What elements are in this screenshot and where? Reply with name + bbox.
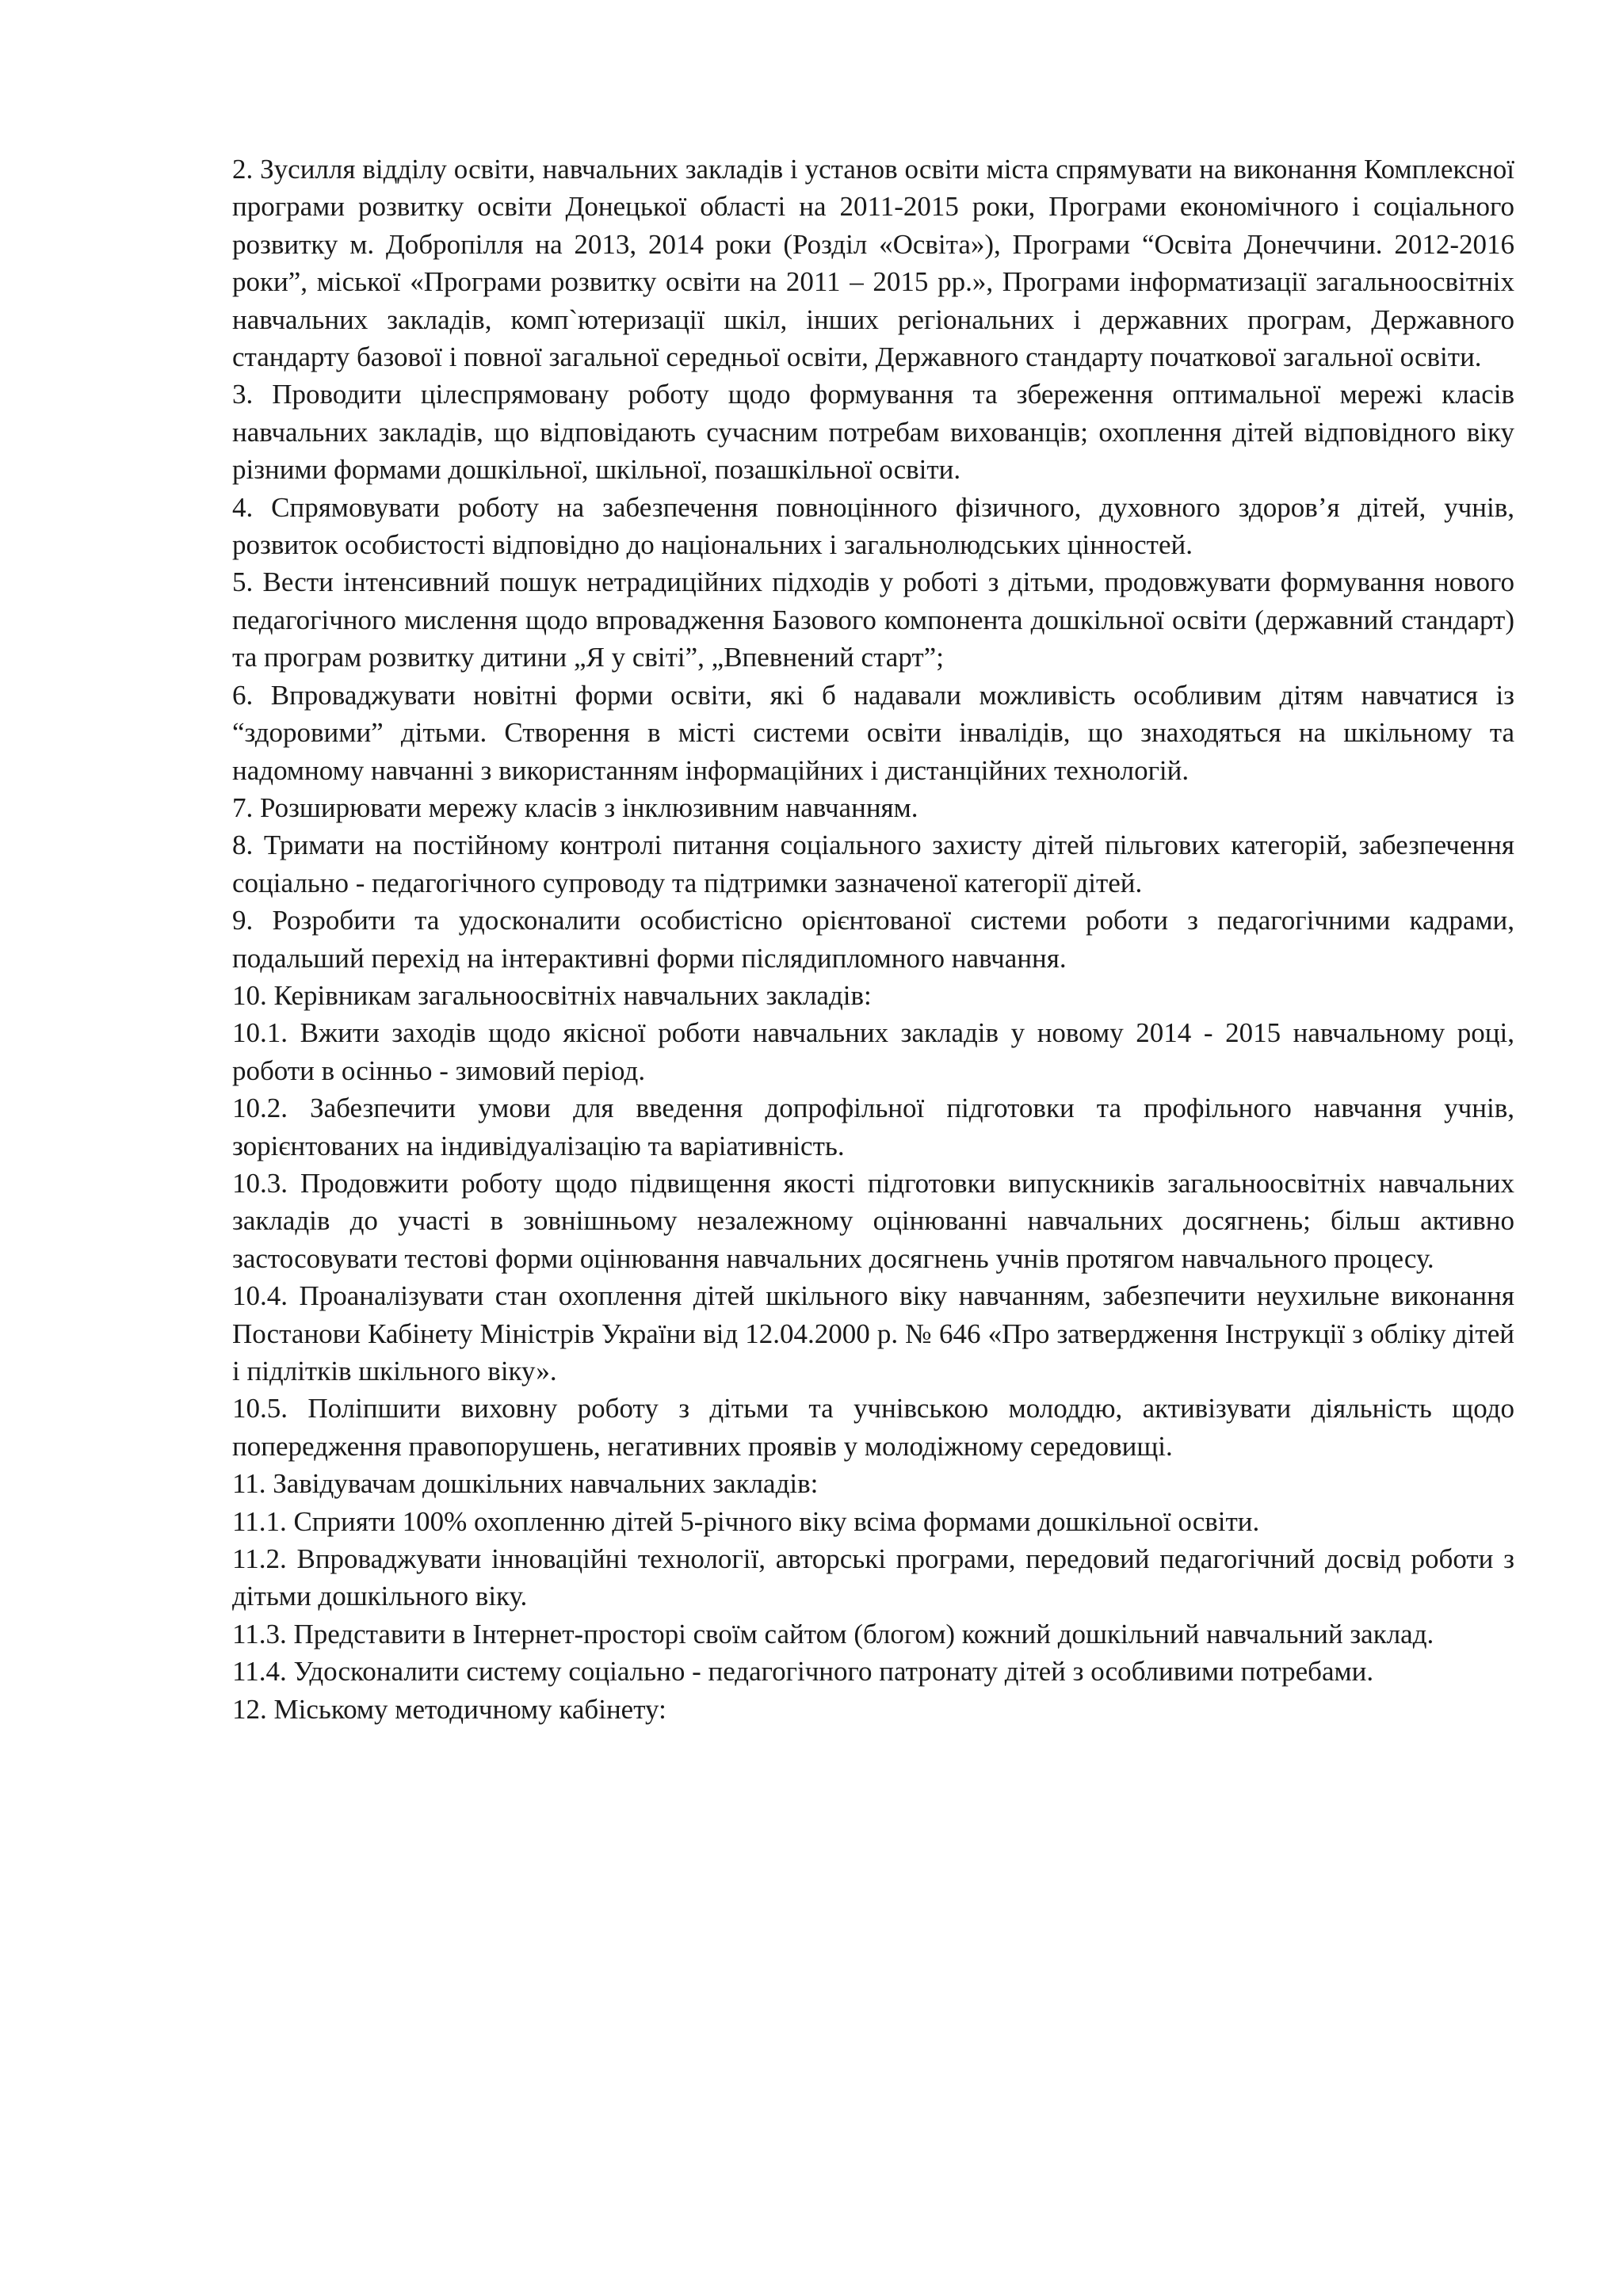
paragraph-11-3: 11.3. Представити в Інтернет-просторі своїм сайтом (блогом) кожний дошкільний навчальний заклад. <box>232 1618 1434 1650</box>
paragraph-12: 12. Міському методичному кабінету: <box>232 1693 666 1725</box>
paragraph-11-1: 11.1. Сприяти 100% охопленню дітей 5-річного віку всіма формами дошкільної освіти. <box>232 1505 1260 1537</box>
paragraph-7: 7. Розширювати мережу класів з інклюзивним навчанням. <box>232 791 918 823</box>
paragraph-9: 9. Розробити та удосконалити особистісно орієнтованої системи роботи з педагогічними кадрами, подальший перехід на інтерактивні форми післядипломного навчання. <box>232 905 1514 974</box>
paragraph-10: 10. Керівникам загальноосвітніх навчальних закладів: <box>232 979 872 1011</box>
paragraph-11-2: 11.2. Впроваджувати інноваційні технології, авторські програми, передовий педагогічний досвід роботи з дітьми дошкільного віку. <box>232 1543 1514 1612</box>
paragraph-10-4: 10.4. Проаналізувати стан охоплення дітей шкільного віку навчанням, забезпечити неухильне виконання Постанови Кабінету Міністрів України від 12.04.2000 р. № 646 «Про затвердження Інструкції з обліку дітей і підлітків шкільного віку». <box>232 1280 1514 1386</box>
paragraph-10-5: 10.5. Поліпшити виховну роботу з дітьми та учнівською молоддю, активізувати діяльність щодо попередження правопорушень, негативних проявів у молодіжному середовищі. <box>232 1393 1514 1462</box>
paragraph-11: 11. Завідувачам дошкільних навчальних закладів: <box>232 1468 819 1500</box>
document-body <box>232 151 1514 1728</box>
paragraph-5: 5. Вести інтенсивний пошук нетрадиційних підходів у роботі з дітьми, продовжувати формування нового педагогічного мислення щодо впровадження Базового компонента дошкільної освіти (державний стандарт) та програм розвитку дитини „Я у світі”, „Впевнений старт”; <box>232 566 1514 673</box>
paragraph-10-1: 10.1. Вжити заходів щодо якісної роботи навчальних закладів у новому 2014 - 2015 навчальному році, роботи в осінньо - зимовий період. <box>232 1017 1514 1086</box>
paragraph-8: 8. Тримати на постійному контролі питання соціального захисту дітей пільгових категорій, забезпечення соціально - педагогічного супроводу та підтримки зазначеної категорії дітей. <box>232 830 1514 898</box>
paragraph-11-4: 11.4. Удосконалити систему соціально - педагогічного патронату дітей з особливими потребами. <box>232 1656 1374 1688</box>
paragraph-10-3: 10.3. Продовжити роботу щодо підвищення якості підготовки випускників загальноосвітніх навчальних закладів до участі в зовнішньому незалежному оцінюванні навчальних досягнень; більш активно застосовувати тестові форми оцінювання навчальних досягнень учнів протягом навчального процесу. <box>232 1167 1514 1274</box>
paragraph-2: 2. Зусилля відділу освіти, навчальних закладів і установ освіти міста спрямувати на виконання Комплексної програми розвитку освіти Донецької області на 2011-2015 роки, Програми економічного і соціального розвитку м. Добропілля на 2013, 2014 роки (Розділ «Освіта»), Програми “Освіта Донеччини. 2012-2016 роки”, міської «Програми розвитку освіти на 2011 – 2015 рр.», Програми інформатизації загальноосвітніх навчальних закладів, комп`ютеризації шкіл, інших регіональних і державних програм, Державного стандарту базової і повної загальної середньої освіти, Державного стандарту початкової загальної освіти. <box>232 154 1514 373</box>
paragraph-10-2: 10.2. Забезпечити умови для введення допрофільної підготовки та профільного навчання учнів, зорієнтованих на індивідуалізацію та варіативність. <box>232 1093 1514 1161</box>
paragraph-6: 6. Впроваджувати новітні форми освіти, які б надавали можливість особливим дітям навчатися із “здоровими” дітьми. Створення в місті системи освіти інвалідів, що знаходяться на шкільному та надомному навчанні з використанням інформаційних і дистанційних технологій. <box>232 679 1514 786</box>
paragraph-3: 3. Проводити цілеспрямовану роботу щодо формування та збереження оптимальної мережі класів навчальних закладів, що відповідають сучасним потребам вихованців; охоплення дітей відповідного віку різними формами дошкільної, шкільної, позашкільної освіти. <box>232 379 1514 486</box>
paragraph-4: 4. Спрямовувати роботу на забезпечення повноцінного фізичного, духовного здоров’я дітей, учнів, розвиток особистості відповідно до національних і загальнолюдських цінностей. <box>232 491 1514 561</box>
